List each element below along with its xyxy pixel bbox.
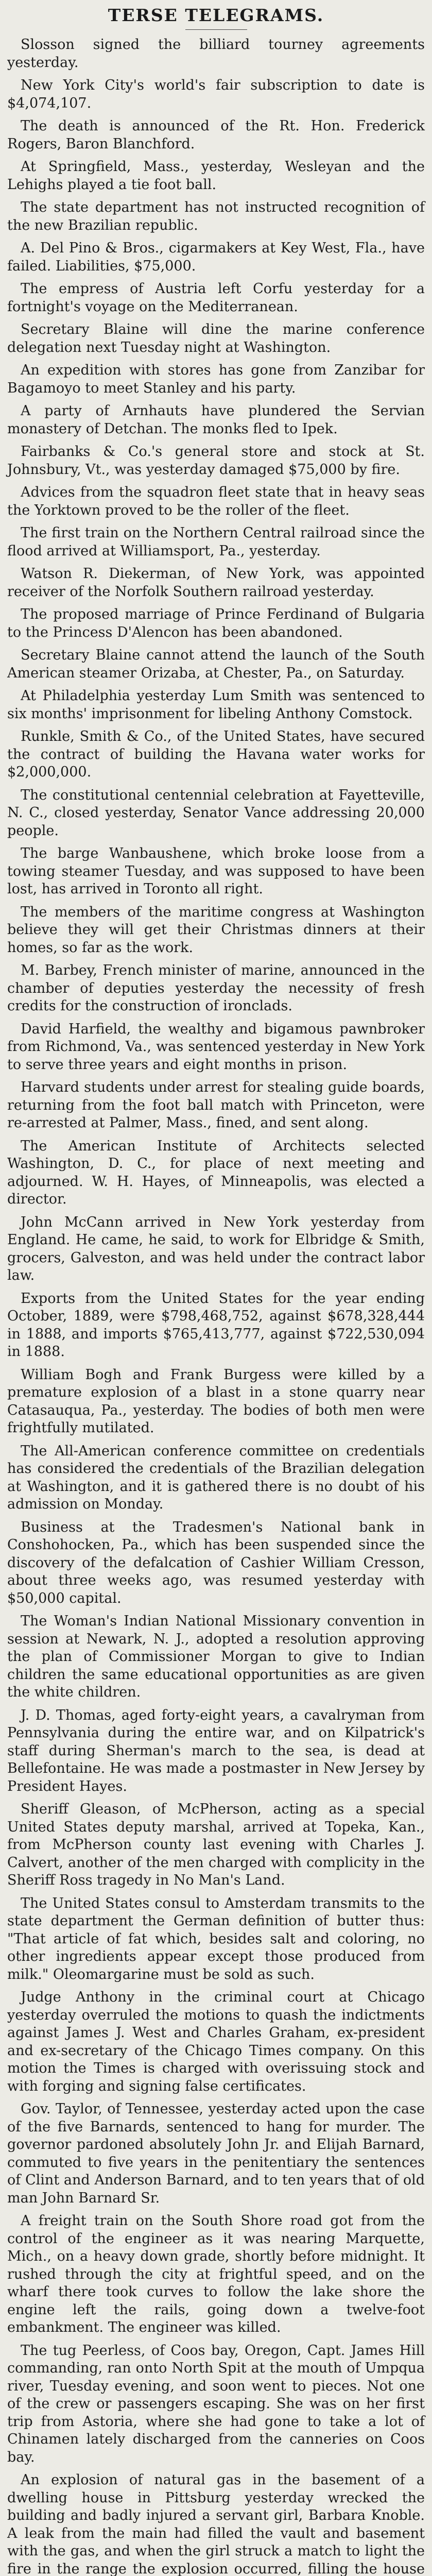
telegram-item: The barge Wanbaushene, which broke loose from a towing steamer Tuesday, and was supposed to have been lost, has arrived in Toronto all right. (7, 845, 425, 897)
telegram-item: Sheriff Gleason, of McPherson, acting as a special United States deputy marshal, arrived at Topeka, Kan., from McPherson county last evening with Charles J. Calvert, another of the men charged with complicity in the Sheriff Ross tragedy in No Man's Land. (7, 1801, 425, 1888)
telegram-item: The state department has not instructed recognition of the new Brazilian republic. (7, 199, 425, 233)
telegram-item: The All-American conference committee on credentials has considered the credentials of the Brazilian delegation at Washington, and it is gathered there is no doubt of his admission on Monday. (7, 1443, 425, 1512)
telegram-item: An expedition with stores has gone from Zanzibar for Bagamoyo to meet Stanley and his party. (7, 362, 425, 396)
telegram-item: Watson R. Diekerman, of New York, was appointed receiver of the Norfolk Southern railroad yesterday. (7, 566, 425, 600)
telegram-item: Gov. Taylor, of Tennessee, yesterday acted upon the case of the five Barnards, sentenced to hang for murder. The governor pardoned absolutely John Jr. and Elijah Barnard, commuted to five years in the penitentiary the sentences of Clint and Anderson Barnard, and to ten years that of old man John Barnard Sr. (7, 2101, 425, 2206)
telegram-item: Fairbanks & Co.'s general store and stock at St. Johnsbury, Vt., was yesterday damaged $75,000 by fire. (7, 444, 425, 478)
telegram-item: The tug Peerless, of Coos bay, Oregon, Capt. James Hill commanding, ran onto North Spit at the mouth of Umpqua river, Tuesday evening, and soon went to pieces. Not one of the crew or passengers escaping. She was on her first trip from Astoria, where she had gone to take a lot of Chinamen lately discharged from the canneries on Coos bay. (7, 2342, 425, 2465)
telegram-item: A. Del Pino & Bros., cigarmakers at Key West, Fla., have failed. Liabilities, $75,000. (7, 240, 425, 274)
telegram-item: Advices from the squadron fleet state that in heavy seas the Yorktown proved to be the roller of the fleet. (7, 484, 425, 518)
telegram-item: Exports from the United States for the year ending October, 1889, were $798,468,752, against $678,328,444 in 1888, and imports $765,413,777, against $722,530,094 in 1888. (7, 1290, 425, 1360)
telegram-list (7, 36, 425, 2576)
telegram-item: At Philadelphia yesterday Lum Smith was sentenced to six months' imprisonment for libeling Anthony Comstock. (7, 688, 425, 722)
telegram-item: David Harfield, the wealthy and bigamous pawnbroker from Richmond, Va., was sentenced yesterday in New York to serve three years and eight months in prison. (7, 1021, 425, 1073)
telegram-item: An explosion of natural gas in the basement of a dwelling house in Pittsburg yesterday wrecked the building and badly injured a servant girl, Barbara Knoble. A leak from the main had filled the vault and basement with the gas, and when the girl struck a match to light the fire in the range the explosion occurred, filling the house (7, 2472, 425, 2576)
telegram-item: The constitutional centennial celebration at Fayetteville, N. C., closed yesterday, Senator Vance addressing 20,000 people. (7, 787, 425, 839)
news-column (7, 0, 425, 2576)
telegram-item: At Springfield, Mass., yesterday, Wesleyan and the Lehighs played a tie foot ball. (7, 159, 425, 193)
telegram-item: John McCann arrived in New York yesterday from England. He came, he said, to work for Elbridge & Smith, grocers, Galveston, and was held under the contract labor law. (7, 1214, 425, 1283)
telegram-item: The United States consul to Amsterdam transmits to the state department the German definition of butter thus: "That article of fat which, besides salt and coloring, no other ingredients appear except those produced from milk." Oleomargarine must be sold as such. (7, 1895, 425, 1982)
telegram-item: The death is announced of the Rt. Hon. Frederick Rogers, Baron Blanchford. (7, 118, 425, 152)
telegram-item: M. Barbey, French minister of marine, announced in the chamber of deputies yesterday the necessity of fresh credits for the construction of ironclads. (7, 962, 425, 1014)
telegram-item: Business at the Tradesmen's National bank in Conshohocken, Pa., which has been suspended since the discovery of the defalcation of Cashier William Cresson, about three weeks ago, was resumed yesterday with $50,000 capital. (7, 1519, 425, 1606)
telegram-item: Judge Anthony in the criminal court at Chicago yesterday overruled the motions to quash the indictments against James J. West and Charles Graham, ex-president and ex-secretary of the Chicago Times company. On this motion the Times is charged with overissuing stock and with forging and signing false certificates. (7, 1989, 425, 2094)
telegram-item: Secretary Blaine cannot attend the launch of the South American steamer Orizaba, at Chester, Pa., on Saturday. (7, 647, 425, 681)
telegram-item: Secretary Blaine will dine the marine conference delegation next Tuesday night at Washington. (7, 321, 425, 355)
telegram-item: Slosson signed the billiard tourney agreements yesterday. (7, 37, 425, 71)
column-title: TERSE TELEGRAMS. (108, 5, 324, 25)
telegram-item: The empress of Austria left Corfu yesterday for a fortnight's voyage on the Mediterranean. (7, 281, 425, 315)
telegram-item: The American Institute of Architects selected Washington, D. C., for place of next meeting and adjourned. W. H. Hayes, of Minneapolis, was elected a director. (7, 1138, 425, 1207)
title-divider (185, 29, 247, 30)
telegram-item: The Woman's Indian National Missionary convention in session at Newark, N. J., adopted a resolution approving the plan of Commissioner Morgan to give to Indian children the same educational opportunities as are given the white children. (7, 1613, 425, 1700)
telegram-item: Runkle, Smith & Co., of the United States, have secured the contract of building the Havana water works for $2,000,000. (7, 728, 425, 780)
telegram-item: William Bogh and Frank Burgess were killed by a premature explosion of a blast in a stone quarry near Catasauqua, Pa., yesterday. The bodies of both men were frightfully mutilated. (7, 1366, 425, 1436)
telegram-item: J. D. Thomas, aged forty-eight years, a cavalryman from Pennsylvania during the entire war, and on Kilpatrick's staff during Sherman's march to the sea, is dead at Bellefontaine. He was made a postmaster in New Jersey by President Hayes. (7, 1707, 425, 1794)
telegram-item: Harvard students under arrest for stealing guide boards, returning from the foot ball match with Princeton, were re-arrested at Palmer, Mass., fined, and sent along. (7, 1079, 425, 1131)
telegram-item: A party of Arnhauts have plundered the Servian monastery of Detchan. The monks fled to Ipek. (7, 403, 425, 437)
telegram-item: The members of the maritime congress at Washington believe they will get their Christmas dinners at their homes, so far as the work. (7, 904, 425, 956)
telegram-item: The proposed marriage of Prince Ferdinand of Bulgaria to the Princess D'Alencon has been abandoned. (7, 606, 425, 640)
telegram-item: A freight train on the South Shore road got from the control of the engineer as it was nearing Marquette, Mich., on a heavy down grade, shortly before midnight. It rushed through the city at frightful speed, and on the wharf there took curves to follow the lake shore the engine left the rails, going down a twelve-foot embankment. The engineer was killed. (7, 2213, 425, 2335)
telegram-item: New York City's world's fair subscription to date is $4,074,107. (7, 77, 425, 111)
telegram-item: The first train on the Northern Central railroad since the flood arrived at Williamsport, Pa., yesterday. (7, 525, 425, 559)
